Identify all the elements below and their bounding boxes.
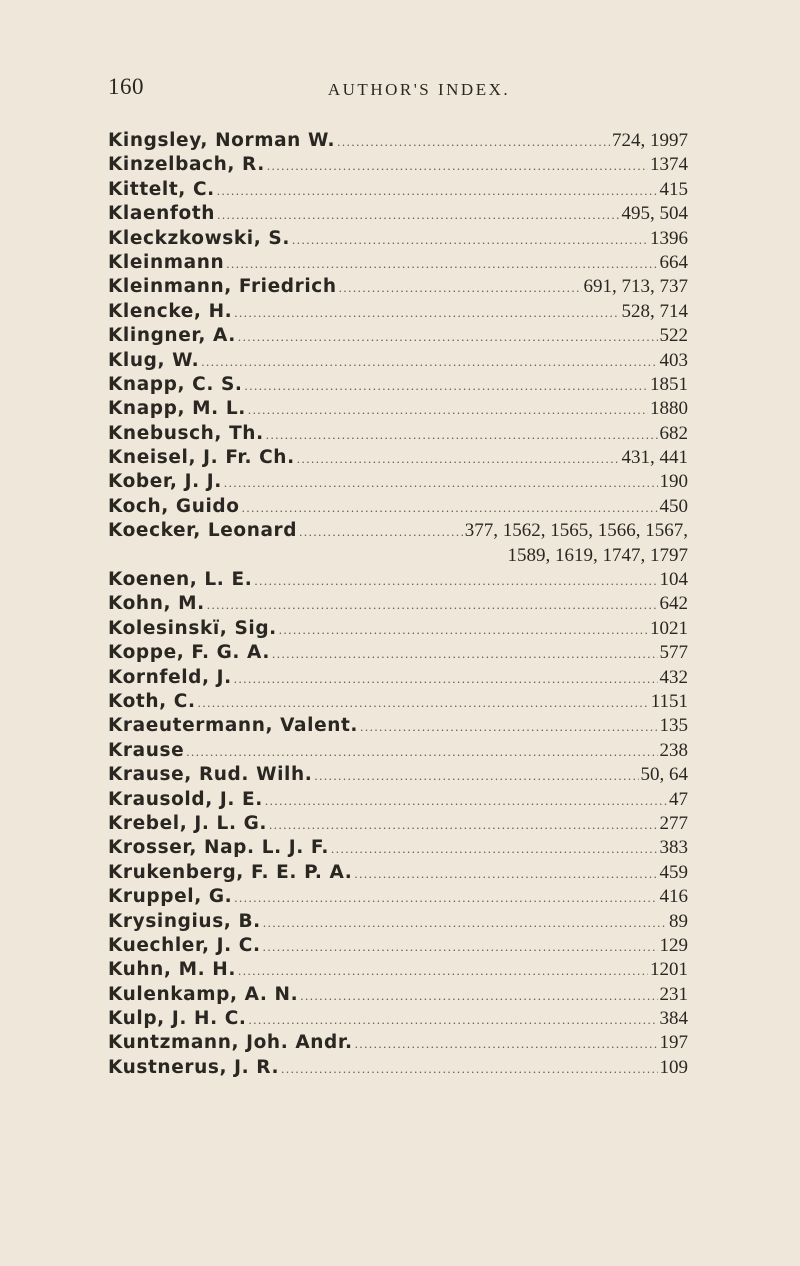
index-entry — [108, 520, 688, 544]
index-entry-continuation — [108, 545, 688, 569]
page-references: 459 — [659, 861, 688, 883]
dot-leader — [339, 280, 582, 296]
author-name: Knebusch, Th. — [108, 422, 264, 444]
dot-leader — [266, 427, 658, 443]
dot-leader — [267, 158, 648, 174]
dot-leader — [300, 988, 657, 1004]
author-name: Kober, J. J. — [108, 471, 222, 493]
dot-leader — [226, 256, 657, 272]
page-references: 238 — [659, 739, 688, 761]
author-name: Knapp, M. L. — [108, 398, 246, 420]
index-entry — [108, 447, 688, 471]
page-references: 691, 713, 737 — [583, 276, 688, 298]
dot-leader — [186, 744, 657, 760]
page-references: 431, 441 — [621, 447, 688, 469]
author-name: Kulenkamp, A. N. — [108, 983, 299, 1005]
page-references: 495, 504 — [621, 203, 688, 225]
dot-leader — [355, 1036, 658, 1052]
author-name: Koch, Guido — [108, 495, 240, 517]
index-entry — [108, 276, 688, 300]
page-references: 528, 714 — [621, 300, 688, 322]
index-entry — [108, 423, 688, 447]
page-references: 104 — [659, 569, 688, 591]
page-references: 450 — [659, 495, 688, 517]
page-references: 1880 — [650, 398, 688, 420]
dot-leader — [265, 793, 667, 809]
index-entry — [108, 789, 688, 813]
page-references: 1589, 1619, 1747, 1797 — [507, 544, 688, 566]
page-references: 415 — [659, 178, 688, 200]
author-name: Klaenfoth — [108, 203, 216, 225]
dot-leader — [272, 646, 658, 662]
index-entry — [108, 837, 688, 861]
dot-leader — [354, 866, 657, 882]
dot-leader — [263, 939, 658, 955]
index-entry — [108, 740, 688, 764]
index-entry — [108, 569, 688, 593]
author-name: Kolesinskï, Sig. — [108, 617, 277, 639]
index-entry — [108, 642, 688, 666]
index-entry — [108, 228, 688, 252]
dot-leader — [234, 890, 657, 906]
author-name: Krause, Rud. Wilh. — [108, 764, 313, 786]
author-name: Koppe, F. G. A. — [108, 642, 270, 664]
author-name: Krukenberg, F. E. P. A. — [108, 861, 353, 883]
dot-leader — [249, 1012, 658, 1028]
author-name: Krosser, Nap. L. J. F. — [108, 837, 330, 859]
dot-leader — [217, 183, 658, 199]
author-name: Krausold, J. E. — [108, 788, 263, 810]
index-entry — [108, 911, 688, 935]
author-name: Kinzelbach, R. — [108, 154, 265, 176]
index-entry — [108, 1057, 688, 1081]
dot-leader — [238, 963, 648, 979]
index-entry — [108, 813, 688, 837]
index-entry — [108, 325, 688, 349]
index-entry — [108, 593, 688, 617]
dot-leader — [234, 305, 619, 321]
page-references: 384 — [659, 1008, 688, 1030]
index-entry — [108, 935, 688, 959]
page-references: 1021 — [650, 617, 688, 639]
page-references: 1151 — [650, 690, 688, 712]
dot-leader — [238, 329, 658, 345]
index-entry — [108, 496, 688, 520]
page-header — [108, 74, 690, 104]
index-entry — [108, 471, 688, 495]
author-name: Kuechler, J. C. — [108, 934, 261, 956]
dot-leader — [254, 573, 657, 589]
dot-leader — [248, 402, 648, 418]
dot-leader — [281, 1061, 657, 1077]
index-entry — [108, 1032, 688, 1056]
page-references: 231 — [659, 983, 688, 1005]
index-entry — [108, 130, 688, 154]
index-entry — [108, 154, 688, 178]
page-references: 577 — [659, 642, 688, 664]
page-references: 642 — [659, 593, 688, 615]
page-references: 403 — [659, 349, 688, 371]
page-number: 160 — [108, 74, 144, 99]
page-references: 89 — [669, 910, 688, 932]
author-name: Kleckzkowski, S. — [108, 227, 290, 249]
page-references: 109 — [659, 1056, 688, 1078]
author-name: Klingner, A. — [108, 325, 236, 347]
index-entry — [108, 203, 688, 227]
page-references: 197 — [659, 1032, 688, 1054]
dot-leader — [269, 817, 657, 833]
page-references: 129 — [659, 934, 688, 956]
index-entry — [108, 667, 688, 691]
author-name: Kingsley, Norman W. — [108, 130, 336, 151]
page-references: 135 — [659, 715, 688, 737]
author-name: Klug, W. — [108, 349, 200, 371]
author-name: Kohn, M. — [108, 593, 205, 615]
dot-leader — [360, 719, 657, 735]
page-references: 47 — [669, 788, 688, 810]
author-name: Kulp, J. H. C. — [108, 1008, 247, 1030]
index-entry — [108, 715, 688, 739]
author-name: Kruppel, G. — [108, 886, 233, 908]
page-references: 277 — [659, 812, 688, 834]
author-name: Kraeutermann, Valent. — [108, 715, 359, 737]
page-references: 724, 1997 — [612, 130, 688, 151]
index-entry — [108, 301, 688, 325]
author-name: Kleinmann, Friedrich — [108, 276, 337, 298]
page-references: 432 — [659, 666, 688, 688]
author-name: Kittelt, C. — [108, 178, 215, 200]
index-entry — [108, 764, 688, 788]
page-references: 190 — [659, 471, 688, 493]
page-references: 664 — [659, 251, 688, 273]
index-entry — [108, 984, 688, 1008]
dot-leader — [224, 475, 658, 491]
author-name: Knapp, C. S. — [108, 373, 243, 395]
page-references: 1201 — [650, 959, 688, 981]
dot-leader — [297, 451, 620, 467]
dot-leader — [314, 768, 638, 784]
author-name: Kuhn, M. H. — [108, 959, 236, 981]
author-name: Kustnerus, J. R. — [108, 1056, 280, 1078]
author-name: Krebel, J. L. G. — [108, 812, 268, 834]
dot-leader — [207, 597, 658, 613]
author-name: Koecker, Leonard — [108, 520, 298, 542]
dot-leader — [263, 915, 667, 931]
index-entry — [108, 886, 688, 910]
index-entry — [108, 959, 688, 983]
author-name: Krysingius, B. — [108, 910, 261, 932]
dot-leader — [292, 232, 648, 248]
page-references: 1851 — [650, 373, 688, 395]
author-name: Koth, C. — [108, 690, 196, 712]
dot-leader — [198, 695, 649, 711]
author-name: Kuntzmann, Joh. Andr. — [108, 1032, 353, 1054]
page-references: 416 — [659, 886, 688, 908]
page-references: 383 — [659, 837, 688, 859]
page-references: 522 — [659, 325, 688, 347]
author-name: Kleinmann — [108, 251, 225, 273]
author-name: Koenen, L. E. — [108, 569, 253, 591]
index-entry — [108, 691, 688, 715]
author-index-list — [108, 130, 688, 1081]
index-entry — [108, 862, 688, 886]
index-entry — [108, 1008, 688, 1032]
index-entry — [108, 398, 688, 422]
dot-leader — [245, 378, 648, 394]
author-name: Kneisel, J. Fr. Ch. — [108, 447, 295, 469]
index-entry — [108, 374, 688, 398]
index-entry — [108, 179, 688, 203]
author-name: Klencke, H. — [108, 300, 233, 322]
page-references: 1374 — [650, 154, 688, 176]
dot-leader — [217, 207, 619, 223]
dot-leader — [337, 134, 610, 150]
dot-leader — [331, 841, 657, 857]
index-entry — [108, 618, 688, 642]
index-entry — [108, 350, 688, 374]
page-references: 377, 1562, 1565, 1566, 1567, — [464, 520, 688, 542]
dot-leader — [234, 671, 658, 687]
dot-leader — [299, 524, 463, 540]
page-references: 1396 — [650, 227, 688, 249]
index-entry — [108, 252, 688, 276]
dot-leader — [201, 354, 657, 370]
author-name: Krause — [108, 739, 185, 761]
page-references: 50, 64 — [640, 764, 688, 786]
running-title: AUTHOR'S INDEX. — [327, 80, 511, 99]
dot-leader — [279, 622, 648, 638]
page-references: 682 — [659, 422, 688, 444]
dot-leader — [242, 500, 658, 516]
author-name: Kornfeld, J. — [108, 666, 232, 688]
